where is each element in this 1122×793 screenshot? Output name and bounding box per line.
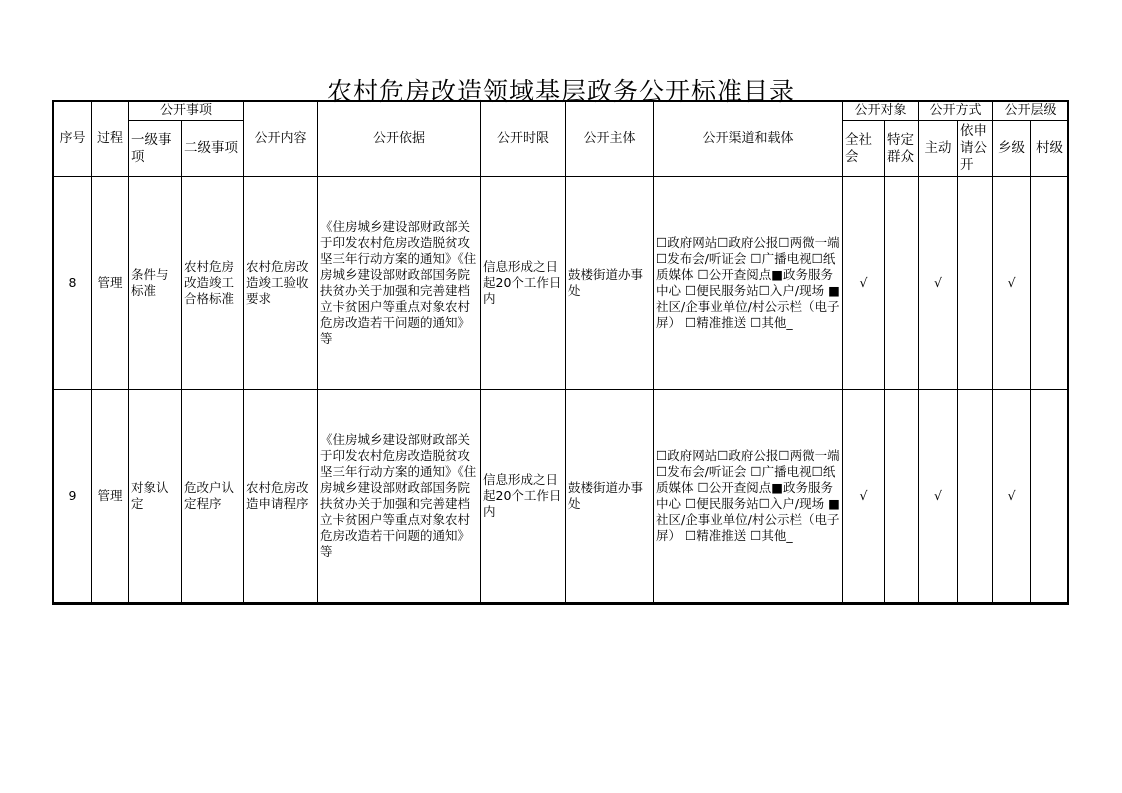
- cell-level2: 农村危房改造竣工合格标准: [182, 177, 244, 390]
- cell-basis: 《住房城乡建设部财政部关于印发农村危房改造脱贫攻坚三年行动方案的通知》《住房城乡建设部财政部国务院扶贫办关于加强和完善建档立卡贫困户等重点对象农村危房改造若干问题的通知》等: [318, 390, 481, 603]
- header-channels: 公开渠道和载体: [654, 102, 843, 177]
- cell-process: 管理: [92, 177, 129, 390]
- header-level2: 二级事项: [182, 121, 244, 177]
- cell-seq: 9: [54, 390, 92, 603]
- header-time-limit: 公开时限: [481, 102, 566, 177]
- header-specific-group: 特定群众: [885, 121, 919, 177]
- cell-basis: 《住房城乡建设部财政部关于印发农村危房改造脱贫攻坚三年行动方案的通知》《住房城乡建设部财政部国务院扶贫办关于加强和完善建档立卡贫困户等重点对象农村危房改造若干问题的通知》等: [318, 177, 481, 390]
- cell-all-society: √: [843, 390, 885, 603]
- cell-channels: ☐政府网站☐政府公报☐两微一端 ☐发布会/听证会 ☐广播电视☐纸质媒体 ☐公开查阅点■政务服务中心 ☐便民服务站☐入户/现场 ■社区/企事业单位/村公示栏（电子屏） ☐精准推送 ☐其他_: [654, 177, 843, 390]
- header-all-society: 全社会: [843, 121, 885, 177]
- cell-level1: 对象认定: [129, 390, 182, 603]
- table-row: [54, 390, 1069, 603]
- cell-specific-group: [885, 177, 919, 390]
- cell-township: √: [993, 390, 1031, 603]
- cell-specific-group: [885, 390, 919, 603]
- cell-on-request: [958, 390, 993, 603]
- cell-subject: 鼓楼街道办事处: [566, 390, 654, 603]
- header-village: 村级: [1031, 121, 1069, 177]
- header-basis: 公开依据: [318, 102, 481, 177]
- group-header-row: [54, 102, 1069, 121]
- cell-active: √: [919, 390, 958, 603]
- group-header-public-method: 公开方式: [919, 102, 993, 121]
- header-seq: 序号: [54, 102, 92, 177]
- table-row: [54, 177, 1069, 390]
- header-content: 公开内容: [244, 102, 318, 177]
- cell-time-limit: 信息形成之日起20个工作日内: [481, 177, 566, 390]
- group-header-public-items: 公开事项: [129, 102, 244, 121]
- cell-channels: ☐政府网站☐政府公报☐两微一端 ☐发布会/听证会 ☐广播电视☐纸质媒体 ☐公开查阅点■政务服务中心 ☐便民服务站☐入户/现场 ■社区/企事业单位/村公示栏（电子屏） ☐精准推送 ☐其他_: [654, 390, 843, 603]
- header-on-request: 依申请公开: [958, 121, 993, 177]
- group-header-public-level: 公开层级: [993, 102, 1069, 121]
- header-process: 过程: [92, 102, 129, 177]
- cell-process: 管理: [92, 390, 129, 603]
- cell-content: 农村危房改造申请程序: [244, 390, 318, 603]
- header-level1: 一级事项: [129, 121, 182, 177]
- cell-active: √: [919, 177, 958, 390]
- cell-village: [1031, 177, 1069, 390]
- header-township: 乡级: [993, 121, 1031, 177]
- catalog-table: [53, 101, 1069, 603]
- cell-subject: 鼓楼街道办事处: [566, 177, 654, 390]
- cell-time-limit: 信息形成之日起20个工作日内: [481, 390, 566, 603]
- cell-level2: 危改户认定程序: [182, 390, 244, 603]
- header-active: 主动: [919, 121, 958, 177]
- cell-village: [1031, 390, 1069, 603]
- header-subject: 公开主体: [566, 102, 654, 177]
- group-header-public-target: 公开对象: [843, 102, 919, 121]
- cell-seq: 8: [54, 177, 92, 390]
- cell-content: 农村危房改造竣工验收要求: [244, 177, 318, 390]
- page-title: 农村危房改造领域基层政务公开标准目录: [326, 77, 795, 106]
- cell-on-request: [958, 177, 993, 390]
- cell-level1: 条件与标准: [129, 177, 182, 390]
- cell-township: √: [993, 177, 1031, 390]
- cell-all-society: √: [843, 177, 885, 390]
